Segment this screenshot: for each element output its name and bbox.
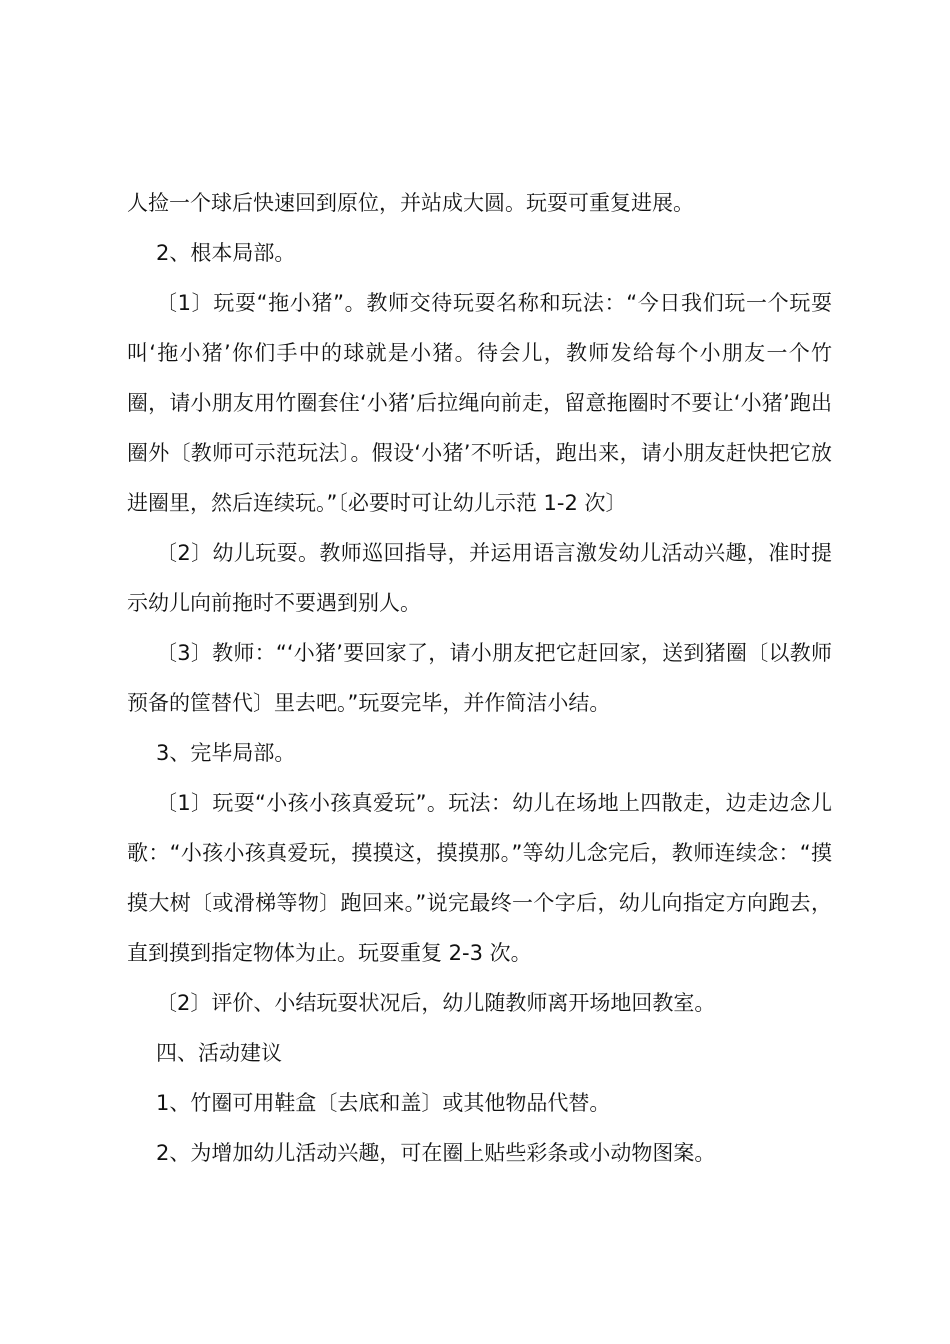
section-heading-suggestions: 四、活动建议 (156, 1041, 282, 1065)
paragraph-teacher-summary: 〔3〕教师：“‘小猪’要回家了，请小朋友把它赶回家，送到猪圈〔以教师预备的筐替代〕里去吧。”玩耍完毕，并作简洁小结。 (127, 641, 832, 715)
suggestion-item-1: 1、竹圈可用鞋盒〔去底和盖〕或其他物品代替。 (156, 1091, 611, 1115)
suggestion-item-2: 2、为增加幼儿活动兴趣，可在圈上贴些彩条或小动物图案。 (156, 1141, 716, 1165)
paragraph-evaluation: 〔2〕评价、小结玩耍状况后，幼儿随教师离开场地回教室。 (156, 991, 716, 1015)
paragraph-game-drag-piglet: 〔1〕玩耍“拖小猪”。教师交待玩耍名称和玩法：“今日我们玩一个玩耍叫‘拖小猪’你们手中的球就是小猪。待会儿，教师发给每个小朋友一个竹圈，请小朋友用竹圈套住‘小猪’后拉绳向前走，留意拖圈时不要让‘小猪’跑出圈外〔教师可示范玩法〕。假设‘小猪’不听话，跑出来，请小朋友赶快把它放进圈里，然后连续玩。”〔必要时可让幼儿示范 1-2 次〕 (127, 291, 832, 515)
paragraph-game-kids-love-play: 〔1〕玩耍“小孩小孩真爱玩”。玩法：幼儿在场地上四散走，边走边念儿歌：“小孩小孩真爱玩，摸摸这，摸摸那。”等幼儿念完后，教师连续念：“摸摸大树〔或滑梯等物〕跑回来。”说完最终一个字后，幼儿向指定方向跑去，直到摸到指定物体为止。玩耍重复 2-3 次。 (127, 791, 832, 965)
paragraph-continuation: 人捡一个球后快速回到原位，并站成大圆。玩耍可重复进展。 (127, 191, 694, 215)
document-body (127, 178, 832, 1178)
section-heading-ending-part: 3、完毕局部。 (156, 741, 296, 765)
paragraph-children-play: 〔2〕幼儿玩耍。教师巡回指导，并运用语言激发幼儿活动兴趣，准时提示幼儿向前拖时不要遇到别人。 (127, 541, 832, 615)
section-heading-basic-part: 2、根本局部。 (156, 241, 296, 265)
